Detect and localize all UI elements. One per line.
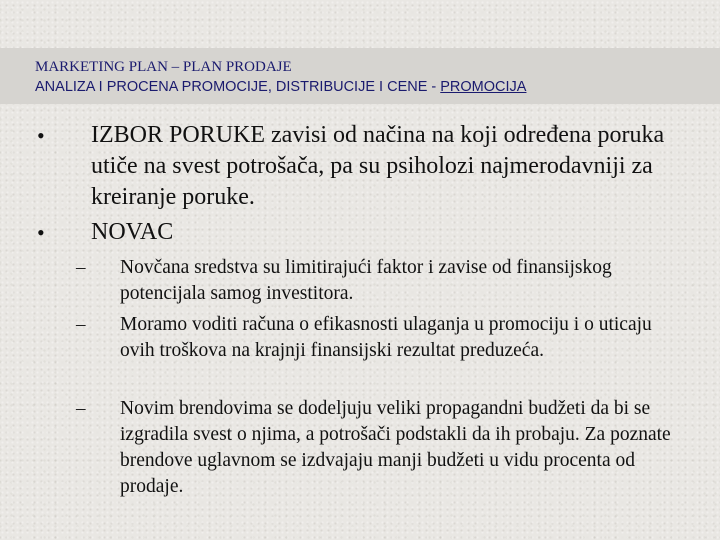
sub-bullet-marker: –: [76, 257, 86, 278]
header-bar: [0, 48, 720, 104]
sub-bullet-text: Novčana sredstva su limitirajući faktor i zavise od finansijskog potencijala samog investitora.: [120, 257, 612, 304]
bullet-marker: •: [37, 220, 45, 245]
bullet-marker: •: [37, 123, 45, 148]
subtitle-text: ANALIZA I PROCENA PROMOCIJE, DISTRIBUCIJE I CENE -: [35, 79, 441, 95]
sub-bullet-marker: –: [76, 398, 86, 419]
sub-bullet-marker: –: [76, 314, 86, 335]
sub-bullet-text: Novim brendovima se dodeljuju veliki propagandni budžeti da bi se izgradila svest o njima, a potrošači podstakli da ih probaju. Za poznate brendove uglavnom se izdvajaju manji budžeti u vidu procenta od prodaje.: [120, 398, 671, 497]
slide-title: MARKETING PLAN – PLAN PRODAJE: [35, 59, 292, 75]
sub-bullet-text: Moramo voditi računa o efikasnosti ulaganja u promociju i o uticaju ovih troškova na krajnji finansijski rezultat preduzeća.: [120, 314, 652, 361]
bullet-text: NOVAC: [91, 219, 174, 245]
slide-subtitle: [35, 79, 526, 95]
bullet-text: IZBOR PORUKE zavisi od načina na koji određena poruka utiče na svest potrošača, pa su psiholozi najmerodavniji za kreiranje poruke.: [91, 122, 665, 210]
promocija-link[interactable]: PROMOCIJA: [440, 79, 527, 95]
